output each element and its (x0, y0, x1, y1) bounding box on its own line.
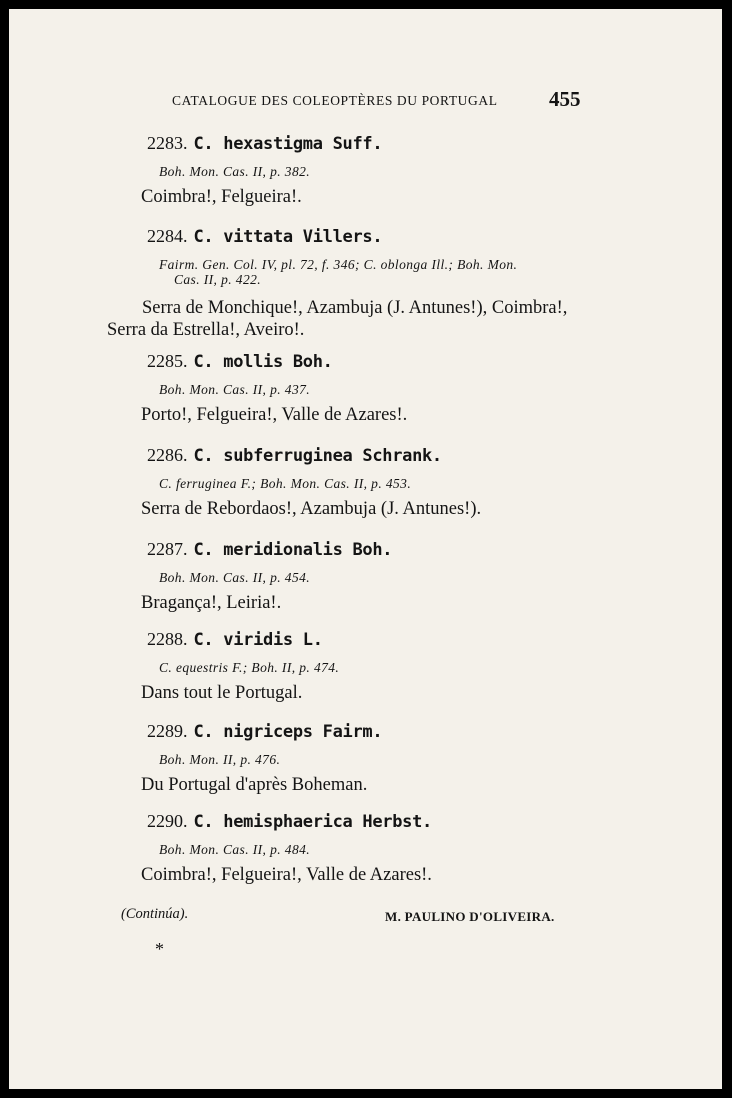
species-number: 2285. (147, 351, 188, 371)
species-name: C. nigriceps Fairm. (193, 722, 383, 742)
bibliographic-reference: Fairm. Gen. Col. IV, pl. 72, f. 346; C. oblonga Ill.; Boh. Mon. (159, 257, 518, 272)
locality-list: Porto!, Felgueira!, Valle de Azares!. (141, 405, 408, 425)
species-name: C. vittata Villers. (193, 227, 383, 247)
document-page (9, 9, 722, 1089)
species-name: C. viridis L. (193, 630, 323, 650)
species-name: C. hexastigma Suff. (193, 134, 383, 154)
page-header (9, 89, 722, 115)
continued-note: (Continúa). (121, 906, 189, 922)
species-name: C. mollis Boh. (193, 352, 333, 372)
species-number: 2284. (147, 226, 188, 246)
locality-list: Serra de Rebordaos!, Azambuja (J. Antunes!). (141, 499, 482, 519)
locality-list: Serra de Monchique!, Azambuja (J. Antunes!), Coimbra!, Serra da Estrella!, Aveiro!. (107, 298, 568, 340)
bibliographic-reference: C. ferruginea F.; Boh. Mon. Cas. II, p. 453. (159, 476, 412, 491)
page-number: 455 (549, 87, 581, 111)
bibliographic-reference: Boh. Mon. Cas. II, p. 484. (159, 842, 311, 857)
species-number: 2286. (147, 445, 188, 465)
bibliographic-reference: Boh. Mon. Cas. II, p. 454. (159, 570, 311, 585)
locality-list: Bragança!, Leiria!. (141, 593, 282, 613)
author-signature: M. PAULINO D'OLIVEIRA. (385, 909, 555, 924)
species-heading (147, 351, 333, 372)
species-number: 2289. (147, 721, 188, 741)
locality-list: Du Portugal d'après Boheman. (141, 775, 368, 795)
bibliographic-reference: Boh. Mon. II, p. 476. (159, 752, 281, 767)
species-number: 2287. (147, 539, 188, 559)
species-name: C. meridionalis Boh. (193, 540, 393, 560)
asterisk-mark: * (155, 939, 164, 959)
species-name: C. subferruginea Schrank. (193, 446, 442, 466)
locality-list: Dans tout le Portugal. (141, 683, 303, 703)
bibliographic-reference: C. equestris F.; Boh. II, p. 474. (159, 660, 340, 675)
species-number: 2290. (147, 811, 188, 831)
species-heading (147, 629, 323, 650)
species-number: 2283. (147, 133, 188, 153)
species-heading (147, 133, 382, 154)
locality-list: Coimbra!, Felgueira!. (141, 187, 302, 207)
species-heading (147, 721, 382, 742)
species-number: 2288. (147, 629, 188, 649)
bibliographic-reference-continued: Cas. II, p. 422. (174, 272, 262, 287)
species-heading (147, 226, 382, 247)
species-heading (147, 539, 392, 560)
locality-list: Coimbra!, Felgueira!, Valle de Azares!. (141, 865, 432, 885)
species-name: C. hemisphaerica Herbst. (193, 812, 432, 832)
species-heading (147, 811, 432, 832)
running-title: CATALOGUE DES COLEOPTÈRES DU PORTUGAL (172, 93, 498, 108)
species-heading (147, 445, 442, 466)
bibliographic-reference: Boh. Mon. Cas. II, p. 382. (159, 164, 311, 179)
bibliographic-reference: Boh. Mon. Cas. II, p. 437. (159, 382, 311, 397)
